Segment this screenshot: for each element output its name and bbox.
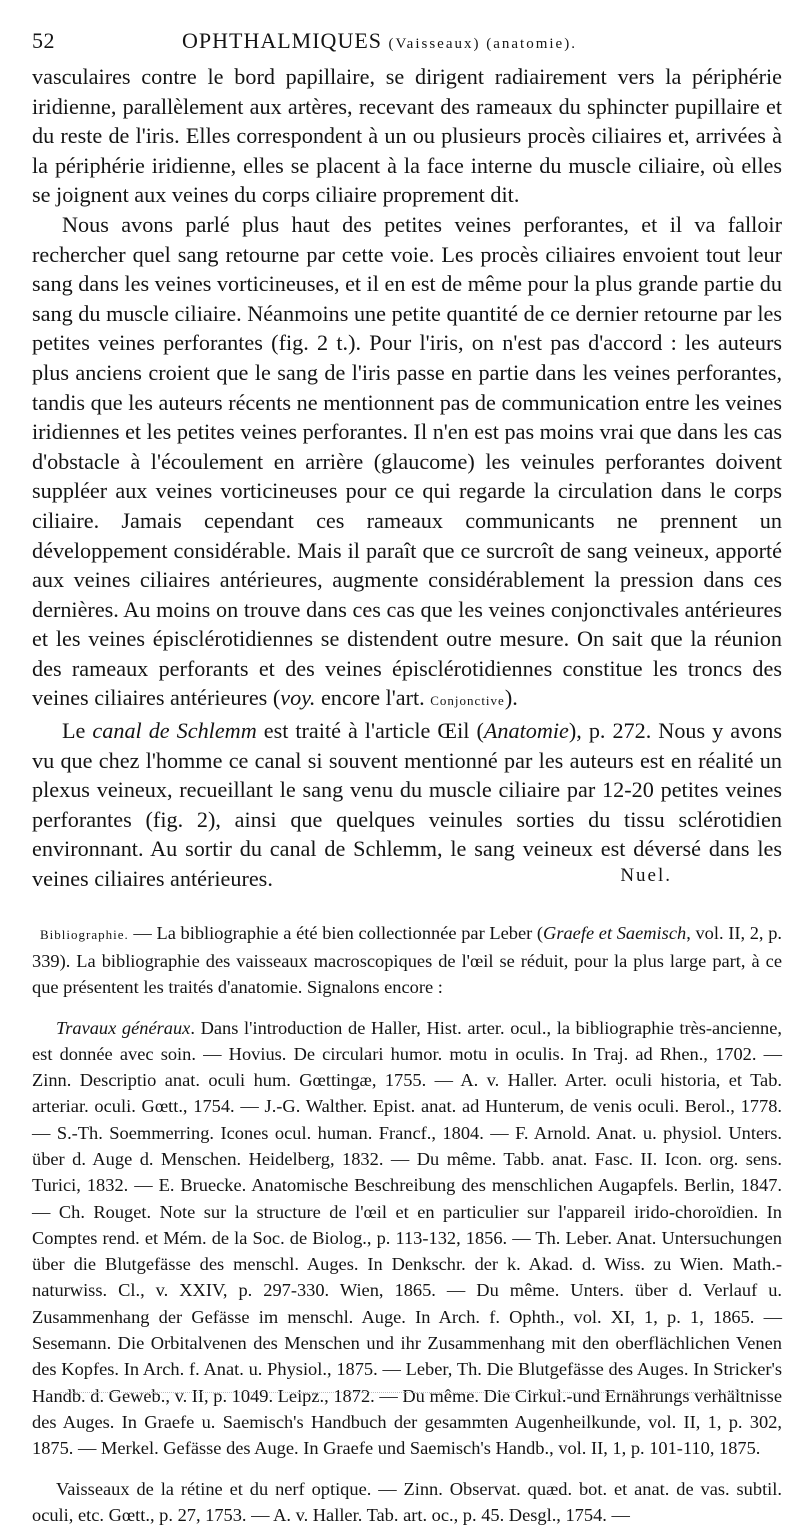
- bibliography-intro-b: , vol. II, 2, p. 339). La bibliographie des vaisseaux macroscopiques de l'œil se réduit, pour la plus large part, à ce que présentent les traités d'anatomie. Signalons encore :: [32, 922, 782, 998]
- page-number: 52: [32, 28, 55, 53]
- paragraph-3-anatomie: Anatomie: [483, 718, 569, 744]
- footer-divider: [60, 1392, 740, 1393]
- running-title-main: OPHTHALMIQUES: [182, 28, 382, 53]
- paragraph-2-text: Nous avons parlé plus haut des petites veines perforantes, et il va falloir rechercher quel sang retourne par cette voie. Les procès ciliaires envoient tout leur sang dans les veines vorticineuses, et il en est de même pour la plus grande partie du sang du muscle ciliaire. Néanmoins une petite quantité de ce dernier retourne par les petites veines perforantes (fig. 2 t.). Pour l'iris, on n'est pas d'accord : les auteurs plus anciens croient que le sang de l'iris passe en partie dans les veines perforantes, tandis que les auteurs récents ne mentionnent pas de communication entre les veines iridiennes et les petites veines perforantes. Il n'en est pas moins vrai que dans les cas d'obstacle à l'écoulement en arrière (glaucome) les veinules perforantes doivent suppléer aux veines vorticineuses pour ce qui regarde la circulation dans le corps ciliaire. Jamais cependant ces rameaux communicants ne prennent un développement considérable. Mais il paraît que ce surcroît de sang veineux, apporté aux veines ciliaires antérieures, augmente considérablement la pression dans ces dernières. Au moins on trouve dans ces cas que les veines conjonctivales antérieures et les veines épisclérotidiennes se distendent outre mesure. On sait que la réunion des rameaux perforants et des veines épisclérotidiennes constitue les troncs des veines ciliaires antérieures (: [32, 211, 782, 711]
- bibliography-general-label: Travaux généraux: [56, 1017, 191, 1038]
- paragraph-2-crossref: Conjonctive: [430, 693, 505, 709]
- bibliography-general-works: [32, 1015, 782, 1462]
- bibliography-section: [32, 920, 782, 1528]
- bibliography-intro-ref: Graefe et Saemisch: [543, 922, 687, 943]
- bibliography-intro: [32, 920, 782, 1001]
- paragraph-2-tail: encore l'art.: [315, 685, 431, 711]
- paragraph-3-canal: canal de Schlemm: [92, 718, 257, 744]
- bibliography-retina: Vaisseaux de la rétine et du nerf optique. — Zinn. Observat. quæd. bot. et anat. de vas. subtil. oculi, etc. Gœtt., p. 27, 1753. — A. v. Haller. Tab. art. oc., p. 45. Desgl., 1754. —: [32, 1478, 782, 1525]
- paragraph-2-voy: voy.: [280, 685, 316, 711]
- running-title-section: (Vaisseaux) (anatomie).: [388, 36, 577, 52]
- paragraph-1: vasculaires contre le bord papillaire, se dirigent radiairement vers la périphérie iridienne, parallèlement aux artères, recevant des rameaux du sphincter pupillaire et du reste de l'iris. Elles correspondent à un ou plusieurs procès ciliaires et, arrivées à la périphérie iridienne, elles se placent à la face interne du muscle ciliaire, où elles se joignent aux veines du corps ciliaire proprement dit.: [32, 64, 782, 208]
- running-title: [182, 28, 577, 54]
- author-signature: Nuel.: [620, 864, 672, 886]
- article-body: [32, 62, 782, 894]
- paragraph-3-a: est traité à l'article Œil (: [256, 718, 484, 744]
- paragraph-2-close: ).: [504, 685, 518, 711]
- bibliography-general-text: . Dans l'introduction de Haller, Hist. arter. ocul., la bibliographie très-ancienne, est donnée avec soin. — Hovius. De circulari humor. motu in oculis. In Traj. ad Rhen., 1702. — Zinn. Descriptio anat. oculi hum. Gœttingæ, 1755. — A. v. Haller. Arter. oculi historia, et Tab. arteriar. oculi. Gœtt., 1754. — J.-G. Walther. Epist. anat. ad Hunterum, de venis oculi. Berol., 1778. — S.-Th. Soemmerring. Icones ocul. human. Francf., 1804. — F. Arnold. Anat. u. physiol. Unters. über d. Auge d. Menschen. Heidelberg, 1832. — Du même. Tabb. anat. Fasc. II. Icon. org. sens. Turici, 1832. — E. Bruecke. Anatomische Beschreibung des menschlichen Augapfels. Berlin, 1847. — Ch. Rouget. Note sur la structure de l'œil et en particulier sur l'appareil irido-choroïdien. In Comptes rend. et Mém. de la Soc. de Biolog., p. 113-132, 1856. — Th. Leber. Anat. Untersuchungen über die Blutgefässe des menschl. Auges. In Denkschr. der k. Akad. d. Wiss. zu Wien. Math.-naturwiss. Cl., v. XXIV, p. 297-330. Wien, 1865. — Du même. Unters. über d. Verlauf u. Zusammenhang der Gefässe im menschl. Auge. In Arch. f. Ophth., vol. XI, 1, p. 1, 1865. — Sesemann. Die Orbitalvenen des Menschen und ihr Zusammenhang mit den oberflächlichen Venen des Kopfes. In Arch. f. Anat. u. Physiol., 1875. — Leber, Th. Die Blutgefässe des Auges. In Stricker's Handb. d. Geweb., v. II, p. 1049. Leipz., 1872. — Du même. Die Cirkul.-und Ernährungs verhältnisse des Auges. In Graefe u. Saemisch's Handbuch der gesammten Augenheilkunde, vol. II, 1, p. 302, 1875. — Merkel. Gefässe des Auge. In Graefe und Saemisch's Handb., vol. II, 1, p. 101-110, 1875.: [32, 1017, 782, 1459]
- paragraph-2: [32, 210, 782, 716]
- paragraph-3-b: ), p. 272. Nous y avons vu que chez l'homme ce canal si souvent mentionné par les auteurs est en réalité un plexus veineux, recueillant le sang venu du muscle ciliaire par 12-20 petites veines perforantes (fig. 2), ainsi que quelques veinules sorties du tissu sclérotidien environnant. Au sortir du canal de Schlemm, le sang veineux est déversé dans les veines ciliaires antérieures.: [32, 718, 782, 892]
- running-header: [32, 28, 782, 62]
- bibliography-intro-a: — La bibliographie a été bien collectionnée par Leber (: [128, 922, 544, 943]
- bibliography-label: Bibliographie.: [40, 926, 129, 942]
- paragraph-3-le: Le: [62, 718, 93, 744]
